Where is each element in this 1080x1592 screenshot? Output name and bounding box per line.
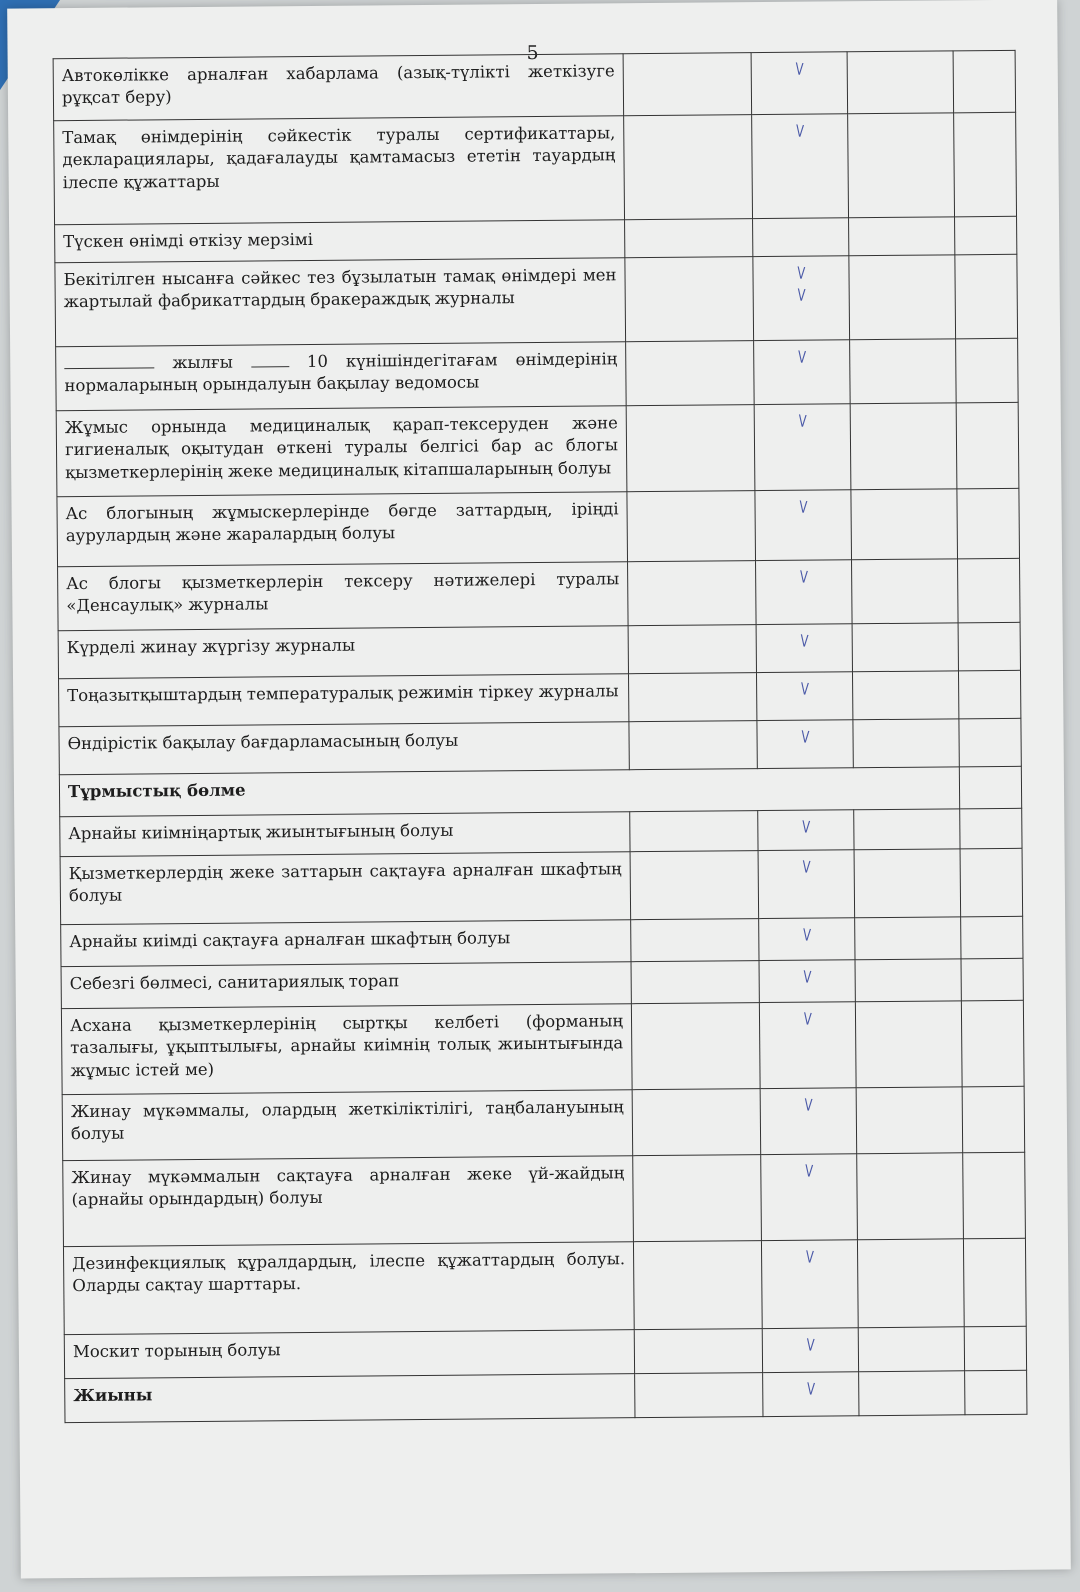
- empty-cell: [627, 491, 756, 562]
- empty-cell: [626, 405, 755, 492]
- empty-cell: [633, 1155, 762, 1242]
- check-cell: [763, 1372, 859, 1417]
- check-cell: [756, 560, 853, 625]
- empty-cell: [855, 959, 961, 1002]
- empty-cell: [628, 561, 757, 626]
- check-mark-icon: V: [794, 59, 804, 80]
- requirement-text: Тоңазытқыштардың температуралық режимін тіркеу журналы: [59, 674, 629, 727]
- check-mark-icon: V: [798, 497, 808, 518]
- year-label: жылғы: [172, 352, 233, 373]
- check-cell: [756, 624, 852, 673]
- empty-cell: [849, 217, 955, 256]
- empty-cell: [859, 1371, 965, 1416]
- empty-cell: [958, 622, 1020, 671]
- empty-cell: [625, 219, 753, 258]
- empty-cell: [852, 623, 958, 672]
- requirement-text-tail: 10 күнішіндегітағам өнімдерінің нормаларының орындалуын бақылау ведомосы: [64, 349, 618, 396]
- check-mark-icon: V: [803, 1009, 812, 1030]
- empty-cell: [624, 115, 753, 220]
- empty-cell: [855, 1001, 962, 1088]
- empty-cell: [635, 1373, 763, 1418]
- empty-cell: [847, 51, 954, 114]
- empty-cell: [853, 719, 959, 768]
- requirement-text: Себезгі бөлмесі, санитариялық торап: [61, 962, 631, 1009]
- check-mark-icon: V: [801, 857, 811, 878]
- empty-cell: [852, 671, 958, 720]
- requirement-text: Арнайы киімді сақтауға арналған шкафтың болуы: [61, 920, 631, 967]
- check-mark-icon: V: [801, 817, 811, 838]
- empty-cell: [960, 808, 1022, 849]
- empty-cell: [851, 489, 958, 560]
- requirement-text: Москит торының болуы: [64, 1330, 634, 1379]
- check-cell: [751, 52, 848, 115]
- empty-cell: [625, 257, 754, 342]
- inspection-checklist-table: [53, 50, 1028, 1423]
- requirement-text: [56, 342, 627, 411]
- empty-cell: [953, 50, 1016, 113]
- empty-cell: [954, 112, 1017, 217]
- empty-cell: [850, 339, 957, 404]
- requirement-text: Жұмыс орнында медициналық қарап-тексеруден және гигиеналық оқытудан өткені туралы белгісі бар ас блогы қызметкерлерінің жеке медициналық кітапшаларының болуы: [56, 406, 627, 497]
- table-row: [54, 112, 1017, 224]
- check-mark-icon: V: [806, 1335, 815, 1355]
- table-row: [53, 50, 1016, 120]
- empty-cell: [856, 1087, 963, 1154]
- empty-cell: [958, 558, 1021, 623]
- empty-cell: [630, 851, 759, 920]
- check-mark-icon: V: [806, 1379, 816, 1399]
- check-mark-icon: V: [796, 285, 806, 306]
- requirement-text: Өндірістік бақылау бағдарламасының болуы: [59, 722, 629, 775]
- empty-cell: [628, 625, 756, 674]
- check-cell: [759, 918, 855, 961]
- requirement-text: Күрделі жинау жүргізу журналы: [58, 626, 628, 679]
- empty-cell: [848, 113, 955, 218]
- empty-cell: [630, 811, 758, 852]
- empty-cell: [858, 1327, 964, 1372]
- empty-cell: [633, 1241, 762, 1330]
- requirement-text: Асхана қызметкерлерінің сыртқы келбеті (форманың тазалығы, ұқыптылығы, арнайы киімнің толық жиынтығында жұмыс істей ме): [61, 1004, 632, 1095]
- check-mark-icon: V: [805, 1247, 814, 1267]
- empty-cell: [961, 1000, 1024, 1087]
- table-row: [62, 1086, 1025, 1160]
- empty-cell: [634, 1329, 762, 1374]
- check-cell: [754, 340, 851, 405]
- empty-cell: [963, 1152, 1026, 1239]
- requirement-text: Жинау мүкәммалын сақтауға арналған жеке үй-жайдың (арнайы орындардың) болуы: [63, 1156, 634, 1247]
- empty-cell: [632, 1089, 761, 1156]
- empty-cell: [854, 809, 960, 850]
- check-cell: [753, 256, 850, 341]
- check-cell: [761, 1154, 858, 1241]
- check-mark-icon: V: [802, 925, 812, 946]
- check-cell: [761, 1240, 858, 1329]
- requirement-text: Автокөлікке арналған хабарлама (азық-түлікті жеткізуге рұқсат беру): [53, 54, 624, 121]
- requirement-text: Тамақ өнімдерінің сәйкестік туралы сертификаттары, декларациялары, қадағалауды қамтамасыз ететін тауардың ілеспе құжаттары: [54, 116, 625, 225]
- empty-cell: [955, 254, 1018, 339]
- table-row: [58, 558, 1021, 630]
- empty-cell: [631, 1003, 760, 1090]
- check-cell: [755, 490, 852, 561]
- table-row: [55, 254, 1018, 346]
- requirement-text: Дезинфекциялық құралдардың, ілеспе құжаттардың болуы. Оларды сақтау шарттары.: [63, 1242, 634, 1335]
- empty-cell: [857, 1239, 964, 1328]
- requirement-text: Қызметкерлердің жеке заттарын сақтауға арналған шкафтың болуы: [60, 852, 631, 925]
- empty-cell: [852, 559, 959, 624]
- check-mark-icon: V: [799, 567, 809, 588]
- empty-cell: [961, 916, 1023, 959]
- empty-cell: [961, 958, 1023, 1001]
- check-mark-icon: V: [800, 727, 810, 748]
- requirement-text: Ас блогының жұмыскерлерінде бөгде заттардың, іріңді аурулардың және жаралардың болуы: [57, 492, 628, 567]
- table-row: [57, 488, 1020, 566]
- empty-cell: [849, 255, 956, 340]
- total-label: Жиыны: [65, 1374, 635, 1423]
- check-cell: [760, 1088, 857, 1155]
- empty-cell: [629, 721, 757, 770]
- empty-cell: [857, 1153, 964, 1240]
- empty-cell: [959, 718, 1021, 767]
- empty-cell: [963, 1238, 1026, 1327]
- empty-cell: [854, 849, 961, 918]
- empty-cell: [623, 53, 752, 116]
- check-mark-icon: V: [795, 121, 805, 142]
- empty-cell: [626, 341, 755, 406]
- empty-cell: [956, 402, 1019, 489]
- requirement-text: Бекітілген нысанға сәйкес тез бұзылатын тамақ өнімдері мен жартылай фабрикаттардың бракераждық журналы: [55, 258, 626, 347]
- page-number: 5: [526, 41, 539, 65]
- check-cell: [762, 1328, 858, 1373]
- table-row: [63, 1238, 1026, 1334]
- empty-cell: [628, 673, 756, 722]
- check-cell: [759, 1002, 856, 1089]
- check-mark-icon: V: [804, 1161, 814, 1182]
- empty-cell: [753, 218, 849, 257]
- table-row: [56, 338, 1019, 410]
- check-mark-icon: V: [803, 1095, 813, 1116]
- document-page: [7, 0, 1071, 1579]
- check-cell: [757, 720, 853, 769]
- section-title: Тұрмыстық бөлме: [59, 767, 959, 817]
- empty-cell: [960, 848, 1023, 917]
- check-cell: [754, 404, 851, 491]
- empty-cell: [965, 1370, 1027, 1415]
- check-cell: [758, 810, 854, 851]
- check-mark-icon: V: [796, 263, 806, 284]
- empty-cell: [958, 670, 1020, 719]
- empty-cell: [956, 338, 1019, 403]
- empty-cell: [855, 917, 961, 960]
- check-mark-icon: V: [799, 631, 809, 652]
- requirement-text: Ас блогы қызметкерлерін тексеру нәтижелері туралы «Денсаулық» журналы: [58, 562, 629, 631]
- requirement-text: Түскен өнімді өткізу мерзімі: [55, 220, 625, 263]
- empty-cell: [631, 919, 759, 962]
- table-row: [63, 1152, 1026, 1246]
- empty-cell: [631, 961, 759, 1004]
- check-mark-icon: V: [802, 967, 812, 988]
- table-row: [58, 622, 1020, 678]
- table-row: [60, 848, 1023, 924]
- empty-cell: [962, 1086, 1025, 1153]
- check-mark-icon: V: [797, 347, 807, 368]
- table-row: [56, 402, 1019, 496]
- requirement-text: Арнайы киімніңартық жиынтығының болуы: [60, 812, 630, 857]
- blank-line: [251, 366, 289, 367]
- empty-cell: [957, 488, 1020, 559]
- blank-line: [64, 367, 154, 369]
- table-row: [59, 670, 1021, 726]
- total-row: [65, 1370, 1027, 1422]
- check-cell: [756, 672, 852, 721]
- table-row: [61, 1000, 1024, 1094]
- check-cell: [752, 114, 849, 219]
- empty-cell: [955, 216, 1017, 255]
- empty-cell: [850, 403, 957, 490]
- check-cell: [758, 850, 855, 919]
- check-cell: [759, 960, 855, 1003]
- check-mark-icon: V: [800, 679, 809, 700]
- table-row: [59, 718, 1021, 774]
- requirement-text: Жинау мүкәммалы, олардың жеткіліктілігі, таңбалануының болуы: [62, 1090, 633, 1161]
- empty-cell: [964, 1326, 1026, 1371]
- empty-cell: [959, 766, 1021, 809]
- check-mark-icon: V: [798, 411, 807, 432]
